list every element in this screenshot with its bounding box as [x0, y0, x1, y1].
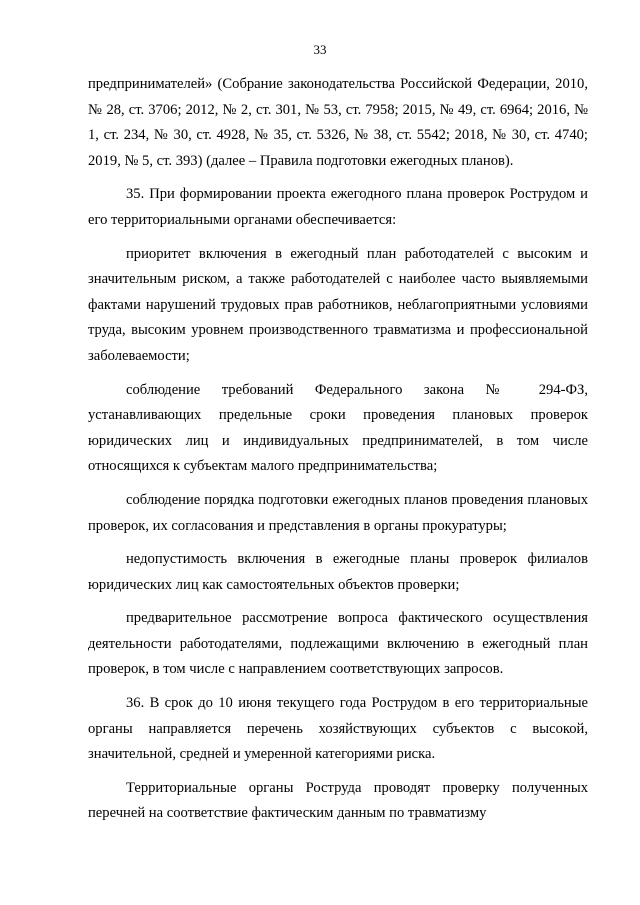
- paragraph-branches-exclusion: недопустимость включения в ежегодные планы проверок филиалов юридических лиц как самостоятельных объектов проверки;: [88, 551, 588, 593]
- paragraph-territorial-check: Территориальные органы Роструда проводят проверку полученных перечней на соответствие фактическим данным по травматизму: [88, 779, 588, 822]
- paragraph-preliminary-review: предварительное рассмотрение вопроса фактического осуществления деятельности работодателями, подлежащими включению в ежегодный план проверок, в том числе с направлением соответствующих запросов.: [88, 610, 588, 678]
- paragraph-citation-continuation: предпринимателей» (Собрание законодательства Российской Федерации, 2010, № 28, ст. 3706; 2012, № 2, ст. 301, № 53, ст. 7958; 2015, № 49, ст. 6964; 2016, № 1, ст. 234, № 30, ст. 4928, № 35, ст. 5326, № 38, ст. 5542; 2018, № 30, ст. 4740; 2019, № 5, ст. 393) (далее – Правила подготовки ежегодных планов).: [88, 76, 588, 169]
- paragraph-plan-procedure: соблюдение порядка подготовки ежегодных планов проведения плановых проверок, их согласования и представления в органы прокуратуры;: [88, 491, 588, 534]
- document-body: [88, 72, 588, 835]
- paragraph-36: 36. В срок до 10 июня текущего года Рострудом в его территориальные органы направляется перечень хозяйствующих субъектов с высокой, значительной, средней и умеренной категориями риска.: [88, 695, 588, 763]
- page-number: 33: [313, 42, 327, 57]
- paragraph-priority-inclusion: приоритет включения в ежегодный план работодателей с высоким и значительным риском, а также работодателей с наиболее часто выявляемыми фактами нарушений трудовых прав работников, неблагоприятными условиями труда, высоким уровнем производственного травматизма и профессиональной заболеваемости;: [88, 245, 588, 364]
- paragraph-law-compliance: соблюдение требований Федерального закона № 294-ФЗ, устанавливающих предельные сроки проведения плановых проверок юридических лиц и индивидуальных предпринимателей, в том числе относящихся к субъектам малого предпринимательства;: [88, 381, 588, 475]
- paragraph-35-intro: 35. При формировании проекта ежегодного плана проверок Рострудом и его территориальными органами обеспечивается:: [88, 186, 588, 228]
